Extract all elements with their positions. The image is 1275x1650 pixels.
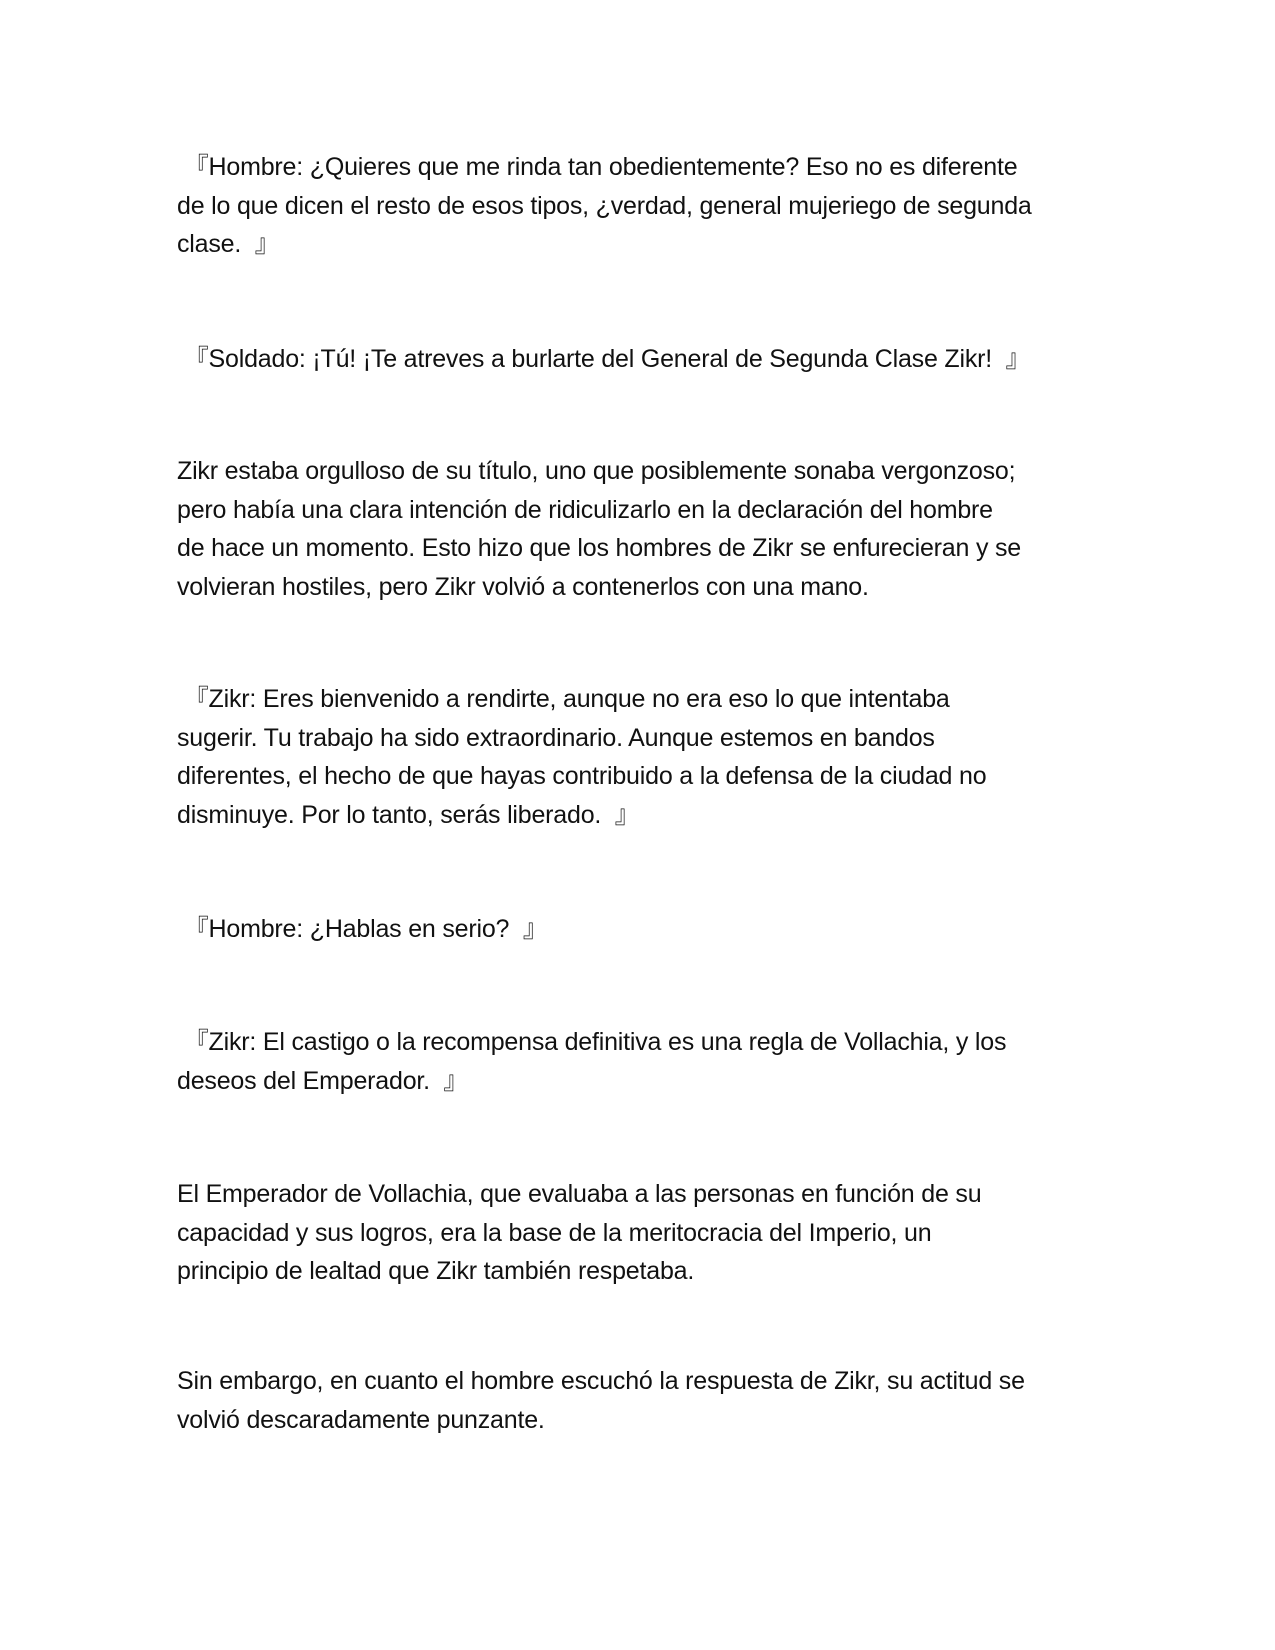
dialogue-paragraph-soldado: 『Soldado: ¡Tú! ¡Te atreves a burlarte del General de Segunda Clase Zikr! 』 xyxy=(177,345,1031,373)
narration-paragraph-3: Sin embargo, en cuanto el hombre escuchó la respuesta de Zikr, su actitud se volvió descaradamente punzante. xyxy=(177,1367,1025,1434)
dialogue-paragraph-hombre-1: 『Hombre: ¿Quieres que me rinda tan obedientemente? Eso no es diferente de lo que dicen el resto de esos tipos, ¿verdad, general mujeriego de segunda clase. 』 xyxy=(177,153,1032,258)
narration-paragraph-1: Zikr estaba orgulloso de su título, uno que posiblemente sonaba vergonzoso; pero había una clara intención de ridiculizarlo en la declaración del hombre de hace un momento. Esto hizo que los hombres de Zikr se enfurecieran y se volvieran hostiles, pero Zikr volvió a contenerlos con una mano. xyxy=(177,457,1021,601)
dialogue-paragraph-hombre-2: 『Hombre: ¿Hablas en serio? 』 xyxy=(177,915,548,943)
dialogue-paragraph-zikr-1: 『Zikr: Eres bienvenido a rendirte, aunque no era eso lo que intentaba sugerir. Tu trabajo ha sido extraordinario. Aunque estemos en bandos diferentes, el hecho de que hayas contribuido a la defensa de la ciudad no disminuye. Por lo tanto, serás liberado. 』 xyxy=(177,685,987,829)
narration-paragraph-2: El Emperador de Vollachia, que evaluaba a las personas en función de su capacidad y sus logros, era la base de la meritocracia del Imperio, un principio de lealtad que Zikr también respetaba. xyxy=(177,1180,982,1285)
dialogue-paragraph-zikr-2: 『Zikr: El castigo o la recompensa definitiva es una regla de Vollachia, y los deseos del Emperador. 』 xyxy=(177,1028,1007,1095)
